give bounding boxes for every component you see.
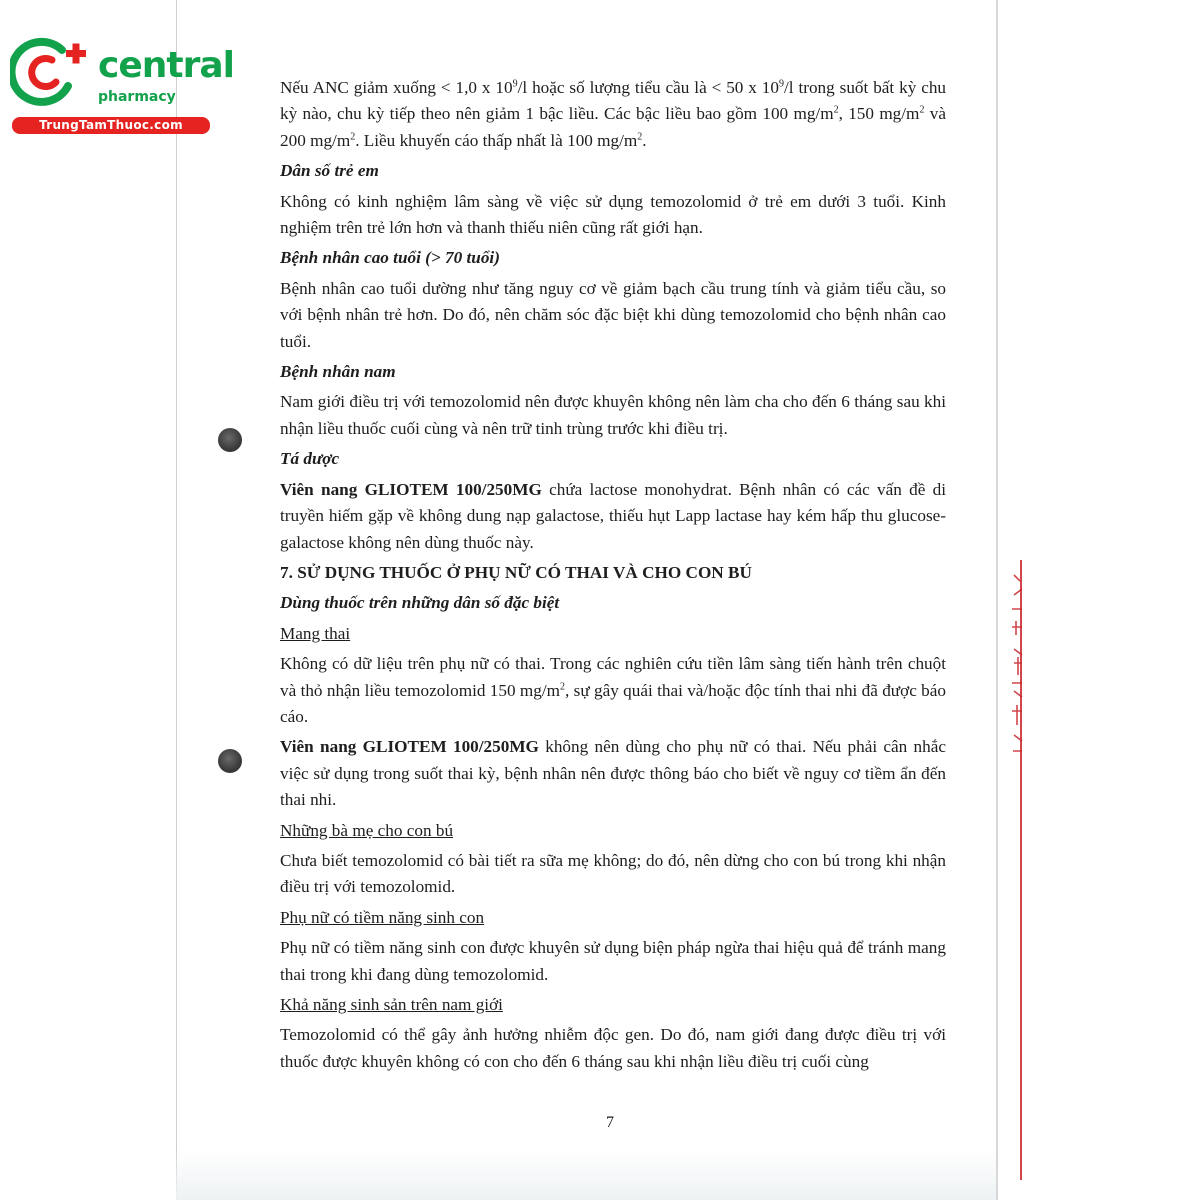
- male-fertility-paragraph: Temozolomid có thể gây ảnh hưởng nhiễm độc gen. Do đó, nam giới đang được điều trị với thuốc được khuyên không có con cho đến 6 tháng sau khi nhận liều điều trị cuối cùng: [280, 1025, 946, 1071]
- heading-elderly: Bệnh nhân cao tuổi (> 70 tuổi): [280, 248, 500, 268]
- document-body: [280, 75, 946, 1079]
- punch-hole-bottom: [218, 749, 242, 773]
- children-paragraph: Không có kinh nghiệm lâm sàng về việc sử dụng temozolomid ở trẻ em dưới 3 tuổi. Kinh nghiệm trên trẻ lớn hơn và thanh thiếu niên cũng rất giới hạn.: [280, 191, 946, 238]
- dose-reduction-paragraph: Nếu ANC giảm xuống < 1,0 x $10^9/l$ hoặc số lượng tiểu cầu là < 50 x $10^9/l$ trong suốt bất kỳ chu kỳ nào, chu kỳ tiếp theo nên giảm 1 bậc liều. Các bậc liều bao gồm 100 $mg/m^2$, 150 $mg/m^2$ và 200 $mg/m^2$. Liều khuyến cáo thấp nhất là 100 $mg/m^2$.: [280, 78, 947, 150]
- heading-breastfeeding: Những bà mẹ cho con bú: [280, 820, 454, 840]
- logo-subtitle: pharmacy: [98, 89, 176, 105]
- page-number: 7: [606, 1114, 614, 1131]
- central-pharmacy-logo: [10, 36, 234, 136]
- excipients-paragraph: Viên nang GLIOTEM 100/250MG chứa lactose monohydrat. Bệnh nhân có các vấn đề di truyền hiếm gặp về không dung nạp galactose, thiếu hụt Lapp lactase hay kém hấp thu glucose-galactose không nên dùng thuốc này.: [280, 479, 946, 552]
- logo-banner: TrungTamThuoc.com: [12, 117, 210, 134]
- red-stamp-mark: [1008, 565, 1038, 765]
- heading-excipients: Tá dược: [280, 449, 340, 469]
- logo-wordmark: central: [98, 45, 234, 86]
- punch-hole-top: [218, 428, 242, 452]
- pharmacy-cross-logo-icon: [10, 36, 92, 106]
- heading-male-patients: Bệnh nhân nam: [280, 362, 396, 382]
- childbearing-paragraph: Phụ nữ có tiềm năng sinh con được khuyên sử dụng biện pháp ngừa thai hiệu quả để tránh mang thai trong khi đang dùng temozolomid.: [280, 938, 946, 984]
- pregnancy-paragraph-1: Không có dữ liệu trên phụ nữ có thai. Trong các nghiên cứu tiền lâm sàng tiến hành trên chuột và thỏ nhận liều temozolomid 150 $mg/m^2$, sự gây quái thai và/hoặc độc tính thai nhi đã được báo cáo.: [280, 654, 946, 726]
- heading-childbearing-potential: Phụ nữ có tiềm năng sinh con: [280, 907, 485, 927]
- heading-pregnancy: Mang thai: [280, 623, 351, 643]
- section-7-heading: 7. SỬ DỤNG THUỐC Ở PHỤ NỮ CÓ THAI VÀ CHO CON BÚ: [280, 562, 752, 582]
- scan-bottom-shadow: [176, 1150, 996, 1200]
- page-left-edge: [176, 0, 177, 1200]
- male-patients-paragraph: Nam giới điều trị với temozolomid nên được khuyên không nên làm cha cho đến 6 tháng sau khi nhận liều thuốc cuối cùng và nên trữ tinh trùng trước khi điều trị.: [280, 392, 946, 438]
- breastfeeding-paragraph: Chưa biết temozolomid có bài tiết ra sữa mẹ không; do đó, nên dừng cho con bú trong khi nhận điều trị với temozolomid.: [280, 850, 946, 897]
- heading-children: Dân số trẻ em: [280, 161, 379, 181]
- elderly-paragraph: Bệnh nhân cao tuổi dường như tăng nguy cơ về giảm bạch cầu trung tính và giảm tiểu cầu, so với bệnh nhân trẻ hơn. Do đó, nên chăm sóc đặc biệt khi dùng temozolomid cho bệnh nhân cao tuổi.: [280, 278, 946, 351]
- heading-special-populations: Dùng thuốc trên những dân số đặc biệt: [280, 593, 560, 613]
- pregnancy-paragraph-2: Viên nang GLIOTEM 100/250MG không nên dùng cho phụ nữ có thai. Nếu phải cân nhắc việc sử dụng trong suốt thai kỳ, bệnh nhân nên được thông báo cho biết về nguy cơ tiềm ẩn đến thai nhi.: [280, 737, 947, 810]
- heading-male-fertility: Khả năng sinh sản trên nam giới: [280, 995, 503, 1014]
- page-right-edge: [996, 0, 998, 1200]
